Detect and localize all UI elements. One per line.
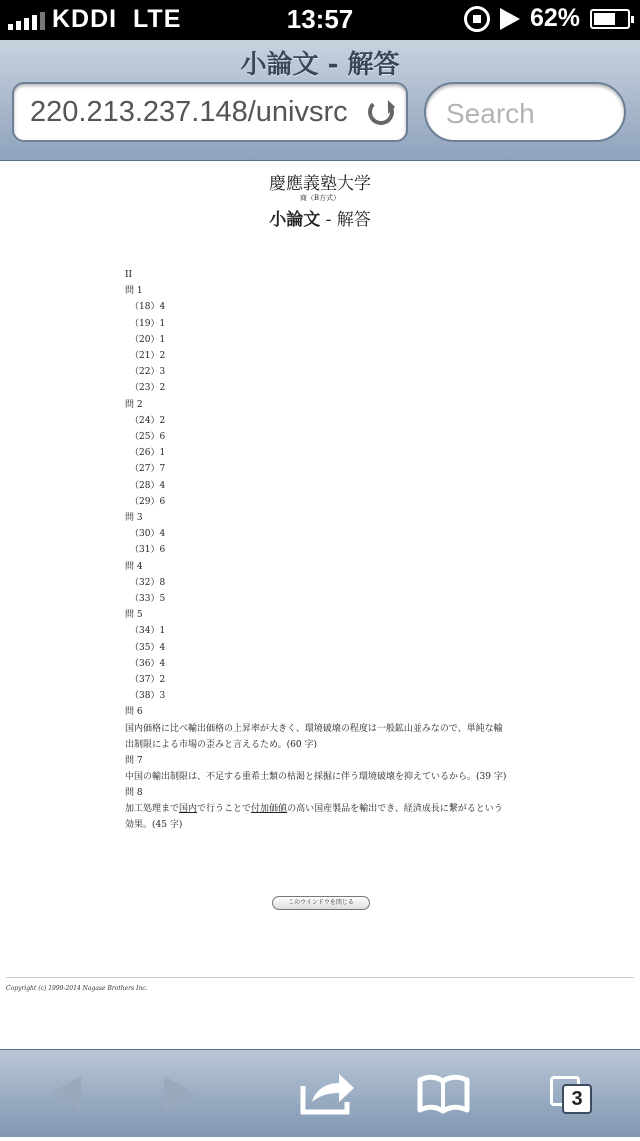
question-heading: 問 6: [125, 707, 143, 718]
answer-item: （19）1: [130, 318, 166, 329]
underlined-term: 国内: [179, 804, 198, 815]
underlined-term: 付加価値: [251, 804, 288, 815]
share-button[interactable]: [272, 1050, 372, 1137]
search-field[interactable]: [424, 82, 626, 142]
answer-item: （18）4: [130, 302, 166, 313]
answer-item: （31）6: [130, 545, 166, 556]
address-bar[interactable]: [12, 82, 408, 142]
answer-item: （29）6: [130, 496, 166, 507]
browser-toolbar: [0, 40, 640, 161]
back-button[interactable]: [15, 1050, 115, 1137]
status-bar: [0, 0, 640, 40]
divider: [6, 977, 634, 978]
answer-item: （22）3: [130, 367, 166, 378]
url-text: 220.213.237.148/univsrc: [30, 96, 348, 128]
answer-item: （26）1: [130, 448, 166, 459]
answer-item: （27）7: [130, 464, 166, 475]
close-window-button[interactable]: このウインドウを閉じる: [272, 896, 370, 910]
answer-item: （24）2: [130, 415, 166, 426]
question-heading: 問 1: [125, 286, 143, 297]
answer-item: （34）1: [130, 626, 166, 637]
reload-icon[interactable]: [368, 99, 394, 125]
battery-icon: [590, 9, 630, 29]
question-heading: 問 5: [125, 610, 143, 621]
university-name: 慶應義塾大学: [269, 174, 371, 194]
answer-item: （23）2: [130, 383, 166, 394]
answer-item: （25）6: [130, 432, 166, 443]
answer-item: （37）2: [130, 675, 166, 686]
answer-list: [125, 267, 510, 833]
battery-percent: 62%: [529, 4, 580, 32]
section-heading: II: [125, 270, 133, 280]
bookmarks-icon: [392, 1050, 492, 1137]
essay-answer: 加工処理まで国内で行うことで付加価値の高い国産製品を輸出でき、経済成長に繋がるという効果。(45 字): [125, 804, 503, 831]
exam-type: 商（B方式）: [299, 194, 341, 202]
document-title: 小論文 - 解答: [269, 210, 371, 230]
play-icon: [500, 8, 520, 30]
tab-count: 3: [562, 1084, 592, 1114]
status-right: [464, 4, 630, 33]
question-heading: 問 7: [125, 755, 143, 766]
essay-answer: 国内価格に比べ輸出価格の上昇率が大きく、環境破壊の程度は一般鉱山並みなので、単純な輸出制限による市場の歪みと言えるため。(60 字): [125, 723, 503, 750]
answer-item: （33）5: [130, 594, 166, 605]
bookmarks-button[interactable]: [392, 1050, 492, 1137]
search-placeholder: Search: [446, 98, 535, 129]
share-icon: [272, 1050, 372, 1137]
network-label: LTE: [133, 5, 182, 33]
answer-item: （30）4: [130, 529, 166, 540]
copyright: Copyright (c) 1999-2014 Nagase Brothers Inc.: [6, 985, 148, 992]
answer-item: （21）2: [130, 351, 166, 362]
answer-item: （35）4: [130, 642, 166, 653]
web-page: [0, 161, 640, 1049]
essay-answer: 中国の輸出制限は、不足する重希土類の枯渇と採掘に伴う環境破壊を抑えているから。(39 字): [125, 771, 507, 782]
carrier-label: KDDI LTE: [52, 5, 182, 33]
bottom-toolbar: [0, 1049, 640, 1137]
tabs-button[interactable]: [518, 1050, 618, 1137]
answer-item: （38）3: [130, 691, 166, 702]
answer-item: （28）4: [130, 480, 166, 491]
answer-item: （20）1: [130, 334, 166, 345]
forward-button[interactable]: [130, 1050, 230, 1137]
clock: 13:57: [286, 4, 354, 34]
answer-item: （32）8: [130, 577, 166, 588]
question-heading: 問 4: [125, 561, 143, 572]
question-heading: 問 3: [125, 513, 143, 524]
question-heading: 問 2: [125, 399, 143, 410]
page-title: 小論文 - 解答: [240, 50, 400, 80]
back-arrow-icon: [49, 1076, 81, 1112]
question-heading: 問 8: [125, 787, 143, 798]
forward-arrow-icon: [164, 1076, 196, 1112]
answer-item: （36）4: [130, 658, 166, 669]
rotation-lock-icon: [464, 6, 490, 32]
